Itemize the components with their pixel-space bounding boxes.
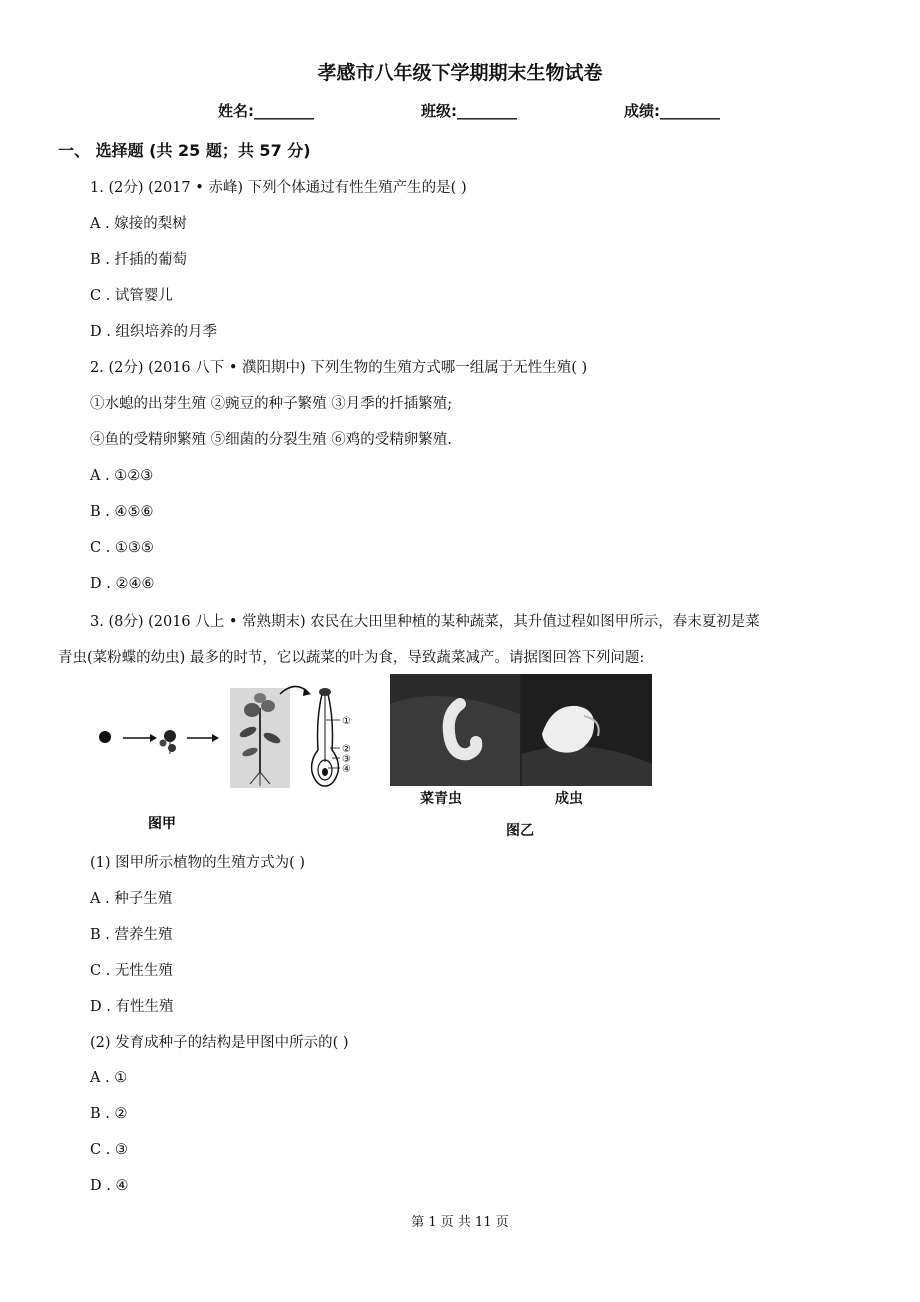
score-field: 成绩:________ xyxy=(624,102,720,120)
larva-caption: 菜青虫 xyxy=(420,791,462,807)
pistil-label-1: ① xyxy=(342,716,351,727)
question-3-sub-2-option-c: C . ③ xyxy=(90,1142,128,1158)
figure-yi-caption: 图乙 xyxy=(506,823,534,839)
butterfly-photo xyxy=(522,674,652,786)
figure-yi-photos xyxy=(390,674,652,786)
question-2-line-2: ④鱼的受精卵繁殖 ⑤细菌的分裂生殖 ⑥鸡的受精卵繁殖. xyxy=(90,432,452,448)
question-3-stem-line-1: 3. (8分) (2016 八上 • 常熟期末) 农民在大田里种植的某种蔬菜，其升值过程如图甲所示，春末夏初是菜 xyxy=(90,614,760,630)
adult-caption: 成虫 xyxy=(555,791,583,807)
question-2-stem: 2. (2分) (2016 八下 • 濮阳期中) 下列生物的生殖方式哪一组属于无性生殖( ) xyxy=(90,360,588,376)
question-1-stem: 1. (2分) (2017 • 赤峰) 下列个体通过有性生殖产生的是( ) xyxy=(90,180,467,196)
seed-shape xyxy=(99,731,111,743)
question-3-sub-2-option-d: D . ④ xyxy=(90,1178,129,1194)
question-3-sub-1-option-c: C . 无性生殖 xyxy=(90,963,173,979)
question-3-sub-1-stem: (1) 图甲所示植物的生殖方式为( ) xyxy=(90,855,306,871)
pistil-label-2: ② xyxy=(342,744,351,755)
question-1-option-a: A . 嫁接的梨树 xyxy=(90,216,187,232)
question-2-option-d: D . ②④⑥ xyxy=(90,576,155,592)
question-1-option-b: B . 扦插的葡萄 xyxy=(90,252,187,268)
question-3-sub-2-option-b: B . ② xyxy=(90,1106,128,1122)
figure-jia-diagram xyxy=(90,680,375,840)
section-heading: 一、 选择题 (共 25 题；共 57 分) xyxy=(58,141,311,160)
question-3-sub-1-option-b: B . 营养生殖 xyxy=(90,927,173,943)
question-3-stem-line-2: 青虫(菜粉蝶的幼虫) 最多的时节，它以蔬菜的叶为食，导致蔬菜减产。请据图回答下列问题: xyxy=(58,650,645,666)
question-3-sub-1-option-a: A . 种子生殖 xyxy=(90,891,173,907)
pistil-label-3: ③ xyxy=(342,754,351,765)
question-1-option-c: C . 试管婴儿 xyxy=(90,288,173,304)
question-1-option-d: D . 组织培养的月季 xyxy=(90,324,217,340)
question-2-line-1: ①水螅的出芽生殖 ②豌豆的种子繁殖 ③月季的扦插繁殖; xyxy=(90,396,453,412)
question-3-sub-1-option-d: D . 有性生殖 xyxy=(90,999,174,1015)
page-title: 孝感市八年级下学期期末生物试卷 xyxy=(317,62,603,84)
name-field: 姓名:________ xyxy=(218,102,314,120)
question-2-option-b: B . ④⑤⑥ xyxy=(90,504,154,520)
question-3-sub-2-option-a: A . ① xyxy=(90,1070,128,1086)
seedling-shape xyxy=(160,730,177,754)
page-footer: 第 1 页 共 11 页 xyxy=(411,1215,509,1230)
figure-jia-caption: 图甲 xyxy=(148,816,176,832)
class-field: 班级:________ xyxy=(421,102,517,120)
pistil-diagram xyxy=(312,688,340,786)
question-3-sub-2-stem: (2) 发育成种子的结构是甲图中所示的( ) xyxy=(90,1035,349,1051)
pistil-label-4: ④ xyxy=(342,764,351,775)
question-2-option-a: A . ①②③ xyxy=(90,468,154,484)
larva-photo xyxy=(390,674,520,786)
question-2-option-c: C . ①③⑤ xyxy=(90,540,154,556)
